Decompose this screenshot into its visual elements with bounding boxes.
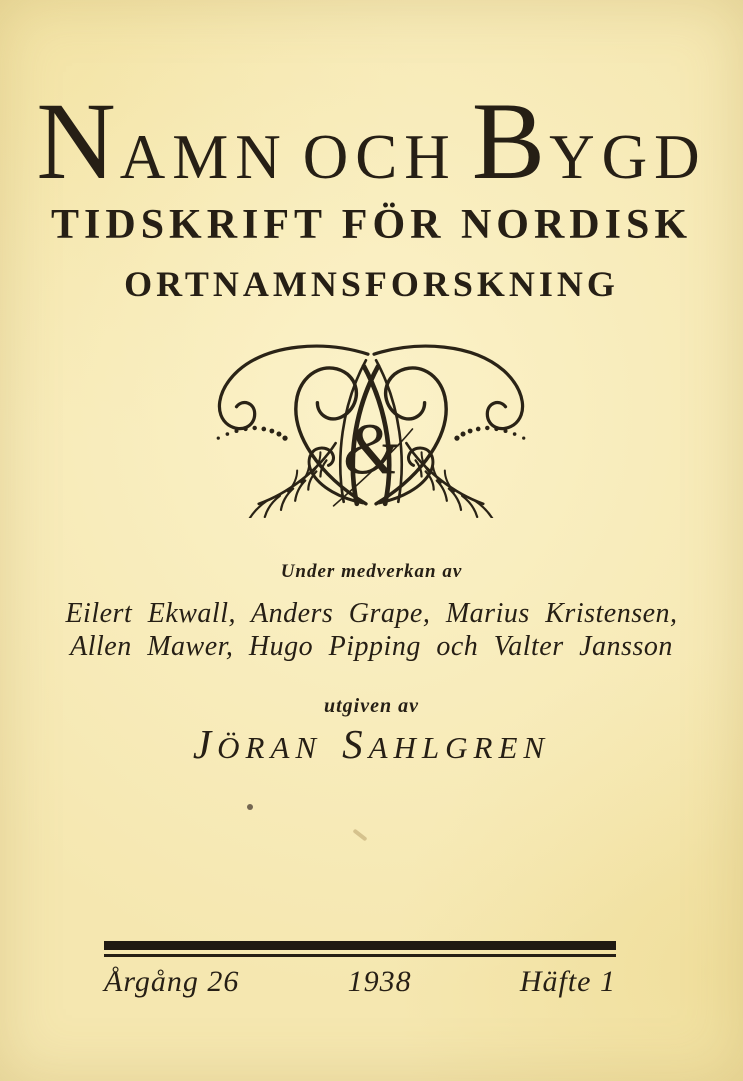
ornament-dots: [217, 426, 288, 441]
title-word-namn: [36, 80, 288, 202]
monogram-ornament-icon: [193, 340, 549, 518]
publisher-heading: utgiven av: [324, 695, 419, 717]
publisher-last-rest: AHLGREN: [368, 730, 551, 765]
subtitle-line2: ORTNAMNSFORSKNING: [124, 264, 619, 304]
contributors-heading: Under medverkan av: [280, 561, 463, 582]
ornament-ampersand: &: [342, 408, 400, 490]
contributors-names: [0, 597, 743, 663]
footer-issue: Häfte 1: [519, 965, 616, 998]
footer-year: 1938: [347, 965, 412, 998]
title-word-och: OCH: [302, 122, 457, 192]
paper-speck: [247, 804, 253, 810]
paper-smudge: [352, 828, 367, 841]
contributors-line2: Allen Mawer, Hugo Pipping och Valter Jansson: [70, 631, 673, 662]
contributors-line1: Eilert Ekwall, Anders Grape, Marius Kristensen,: [65, 598, 678, 629]
title-initial-n: N: [36, 80, 120, 202]
title-initial-b: B: [471, 80, 550, 202]
title-rest-ygd: YGD: [549, 122, 707, 192]
footer-rule-thin: [104, 954, 616, 957]
journal-title: [0, 80, 743, 202]
publisher-first-initial: J: [192, 721, 218, 767]
footer-rule-thick: [104, 941, 616, 950]
publisher-first-name: [192, 721, 323, 767]
footer-imprint: [104, 962, 616, 1001]
footer-volume: Årgång 26: [104, 965, 240, 998]
publisher-last-initial: S: [342, 721, 369, 767]
title-word-bygd: [471, 80, 707, 202]
publisher-first-rest: ÖRAN: [217, 730, 323, 765]
publisher-name: [0, 721, 743, 767]
publisher-last-name: [342, 721, 551, 767]
title-rest-amn: AMN: [119, 122, 288, 192]
subtitle-line1: TIDSKRIFT FÖR NORDISK: [51, 202, 692, 248]
